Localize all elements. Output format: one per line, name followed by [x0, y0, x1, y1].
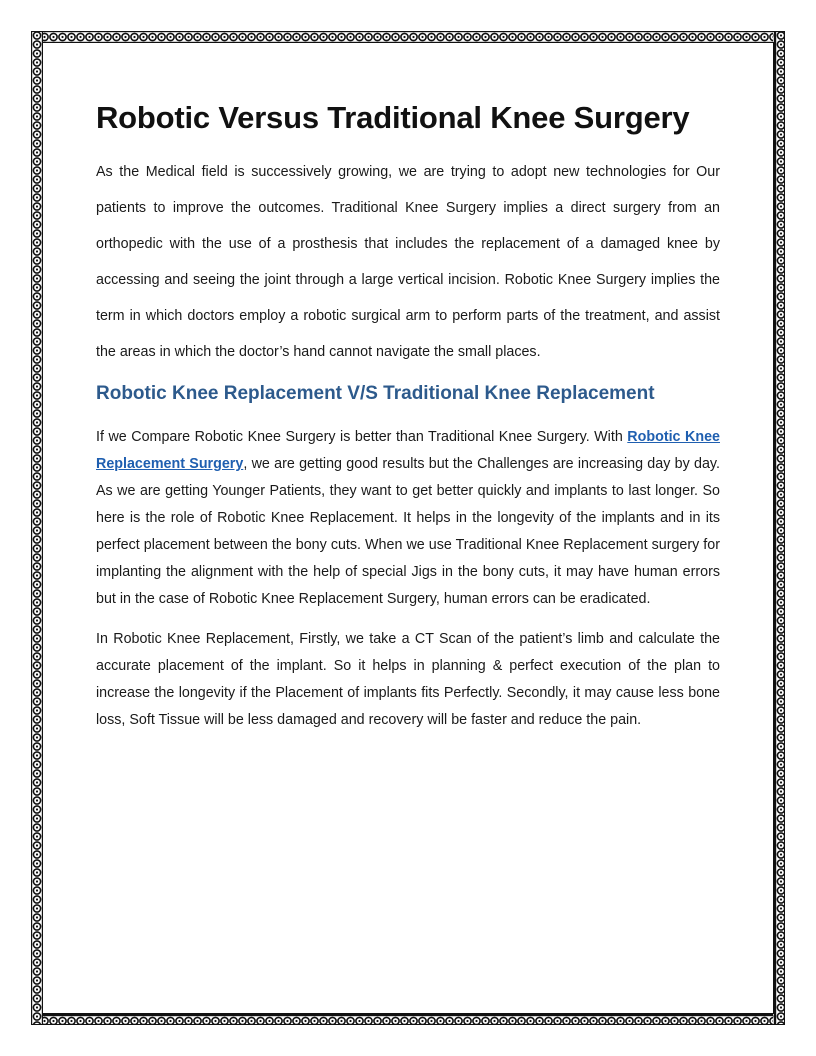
robotic-knee-replacement-link[interactable]: Robotic Knee Replacement Surgery [96, 429, 720, 472]
document-body [96, 96, 720, 734]
page-title: Robotic Versus Traditional Knee Surgery [96, 100, 690, 135]
section-heading: Robotic Knee Replacement V/S Traditional Knee Replacement [96, 383, 655, 404]
procedure-paragraph: In Robotic Knee Replacement, Firstly, we take a CT Scan of the patient’s limb and calculate the accurate placement of the implant. So it helps in planning & perfect execution of the plan to increase the longevity if the Placement of implants fits Perfectly. Secondly, it may cause less bone loss, Soft Tissue will be less damaged and recovery will be faster and reduce the pain. [96, 631, 720, 728]
intro-paragraph: As the Medical field is successively growing, we are trying to adopt new technologies for Our patients to improve the outcomes. Traditional Knee Surgery implies a direct surgery from an orthopedic with the use of a prosthesis that includes the replacement of a damaged knee by accessing and seeing the joint through a large vertical incision. Robotic Knee Surgery implies the term in which doctors employ a robotic surgical arm to perform parts of the treatment, and assist the areas in which the doctor’s hand cannot navigate the small places. [96, 164, 720, 360]
comparison-paragraph [96, 424, 720, 613]
comparison-text-start: If we Compare Robotic Knee Surgery is better than Traditional Knee Surgery. With [96, 429, 628, 445]
comparison-text-end: , we are getting good results but the Challenges are increasing day by day. As we are getting Younger Patients, they want to get better quickly and implants to last longer. So here is the role of Robotic Knee Replacement. It helps in the longevity of the implants and in its perfect placement between the bony cuts. When we use Traditional Knee Replacement surgery for implanting the alignment with the help of special Jigs in the bony cuts, it may have human errors but in the case of Robotic Knee Replacement Surgery, human errors can be eradicated. [96, 456, 720, 607]
